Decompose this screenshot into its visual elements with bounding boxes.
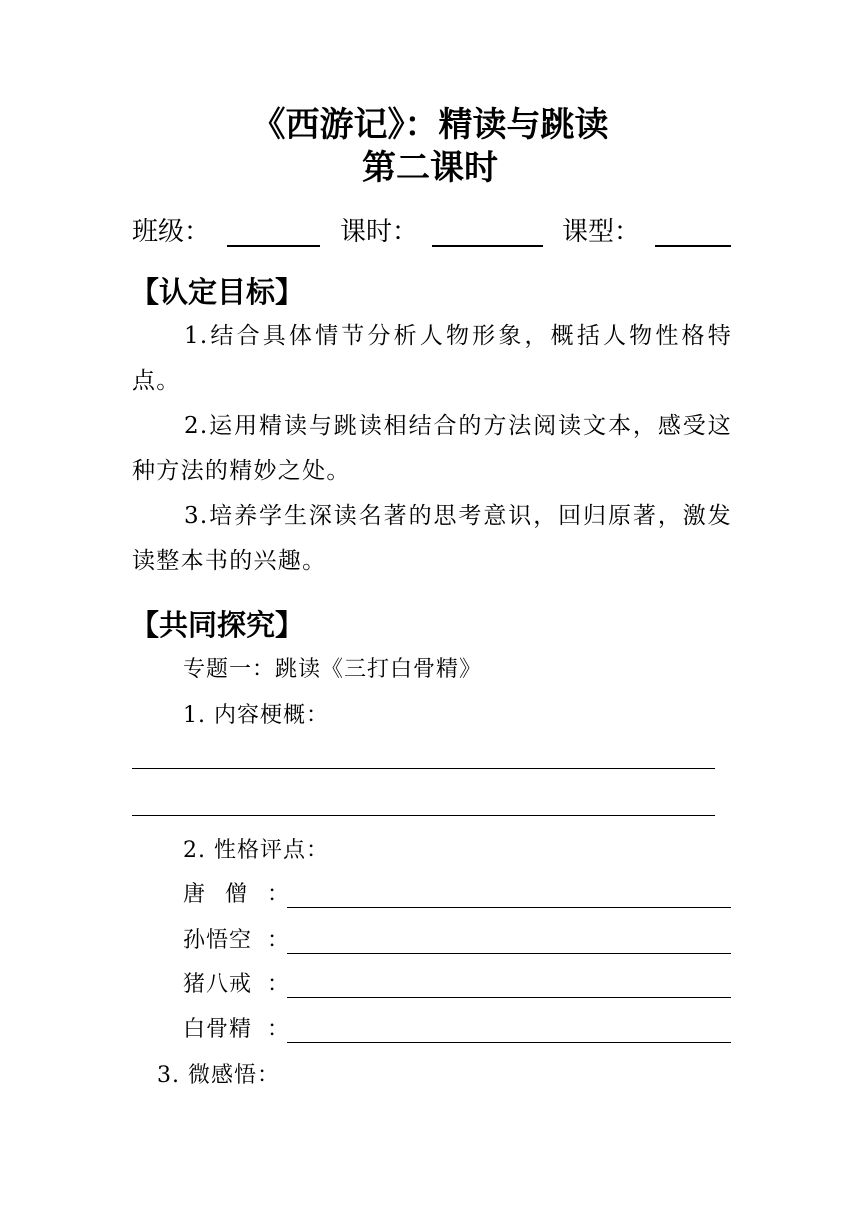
goal-item: 1.结合具体情节分析人物形象，概括人物性格特点。 [132,323,732,394]
character-name: 白骨精 [183,1017,253,1042]
colon: ： [267,1017,290,1042]
explore-heading: 【共同探究】 [130,608,305,642]
page-title: 《西游记》：精读与跳读 [251,105,609,145]
question-summary: 1. 内容梗概： [183,703,329,728]
character-row-tang-seng [183,880,731,910]
character-name: 唐僧 [183,882,268,907]
colon: ： [267,928,290,953]
character-row-bai-gu-jing [183,1015,731,1045]
character-name: 猪八戒 [183,972,253,997]
goal-item: 3.培养学生深读名著的思考意识，回归原著，激发读整本书的兴趣。 [132,503,732,574]
answer-line[interactable] [132,815,715,816]
answer-line[interactable] [287,953,731,954]
class-blank-field[interactable] [227,245,320,247]
colon: ： [267,972,290,997]
answer-line[interactable] [132,768,715,769]
answer-line[interactable] [287,1042,731,1043]
type-blank-field[interactable] [655,245,731,247]
question-character-review: 2. 性格评点： [183,838,329,863]
colon: ： [267,882,290,907]
period-blank-field[interactable] [432,245,543,247]
character-row-sun-wukong [183,926,731,956]
class-label: 班级： [132,217,211,247]
type-label: 课型： [562,217,641,247]
goal-item: 2.运用精读与跳读相结合的方法阅读文本，感受这种方法的精妙之处。 [132,413,732,484]
goals-heading: 【认定目标】 [130,275,305,309]
question-reflection: 3. 微感悟： [157,1063,280,1088]
answer-line[interactable] [287,907,731,908]
character-name: 孙悟空 [183,928,253,953]
character-row-zhu-bajie [183,970,731,1000]
period-label: 课时： [340,217,419,247]
page-subtitle: 第二课时 [362,148,498,188]
topic-heading: 专题一：跳读《三打白骨精》 [183,657,483,682]
answer-line[interactable] [287,997,731,998]
info-row [132,212,732,252]
